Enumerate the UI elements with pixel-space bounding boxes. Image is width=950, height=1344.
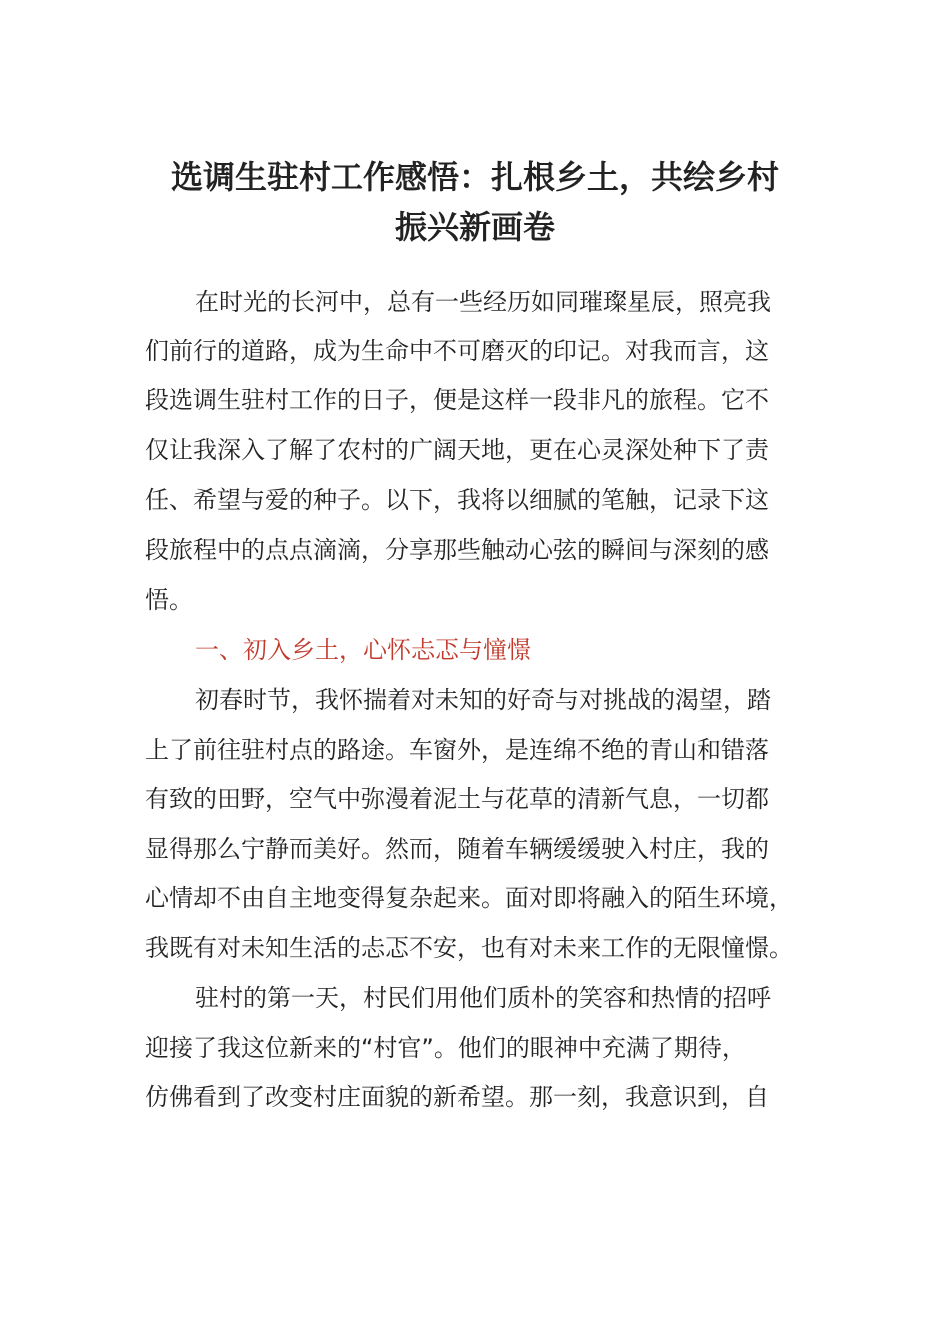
- document-title-line-1: 选调生驻村工作感悟：扎根乡土，共绘乡村: [170, 158, 779, 196]
- intro-line-2: 们前行的道路，成为生命中不可磨灭的印记。对我而言，这: [145, 337, 769, 365]
- paragraph-1-line-4: 显得那么宁静而美好。然而，随着车辆缓缓驶入村庄，我的: [145, 835, 769, 863]
- paragraph-2-line-1: 驻村的第一天，村民们用他们质朴的笑容和热情的招呼: [195, 984, 771, 1012]
- paragraph-1-line-6: 我既有对未知生活的忐忑不安，也有对未来工作的无限憧憬。: [145, 934, 793, 962]
- intro-line-3: 段选调生驻村工作的日子，便是这样一段非凡的旅程。它不: [145, 386, 769, 414]
- section-heading: 一、初入乡土，心怀忐忑与憧憬: [195, 636, 531, 664]
- document-title-line-2: 振兴新画卷: [394, 208, 555, 246]
- intro-line-1: 在时光的长河中，总有一些经历如同璀璨星辰，照亮我: [195, 288, 771, 316]
- intro-line-4: 仅让我深入了解了农村的广阔天地，更在心灵深处种下了责: [145, 436, 769, 464]
- intro-line-5: 任、希望与爱的种子。以下，我将以细腻的笔触，记录下这: [145, 486, 769, 514]
- paragraph-1-line-3: 有致的田野，空气中弥漫着泥土与花草的清新气息，一切都: [145, 785, 769, 813]
- paragraph-1-line-2: 上了前往驻村点的路途。车窗外，是连绵不绝的青山和错落: [145, 736, 769, 764]
- paragraph-1-line-5: 心情却不由自主地变得复杂起来。面对即将融入的陌生环境，: [145, 884, 793, 912]
- intro-line-7: 悟。: [145, 586, 193, 614]
- intro-line-6: 段旅程中的点点滴滴，分享那些触动心弦的瞬间与深刻的感: [145, 536, 769, 564]
- paragraph-2-line-3: 仿佛看到了改变村庄面貌的新希望。那一刻，我意识到，自: [145, 1083, 769, 1111]
- paragraph-2-line-2: 迎接了我这位新来的“村官”。他们的眼神中充满了期待，: [145, 1034, 746, 1062]
- paragraph-1-line-1: 初春时节，我怀揣着对未知的好奇与对挑战的渴望，踏: [195, 686, 771, 714]
